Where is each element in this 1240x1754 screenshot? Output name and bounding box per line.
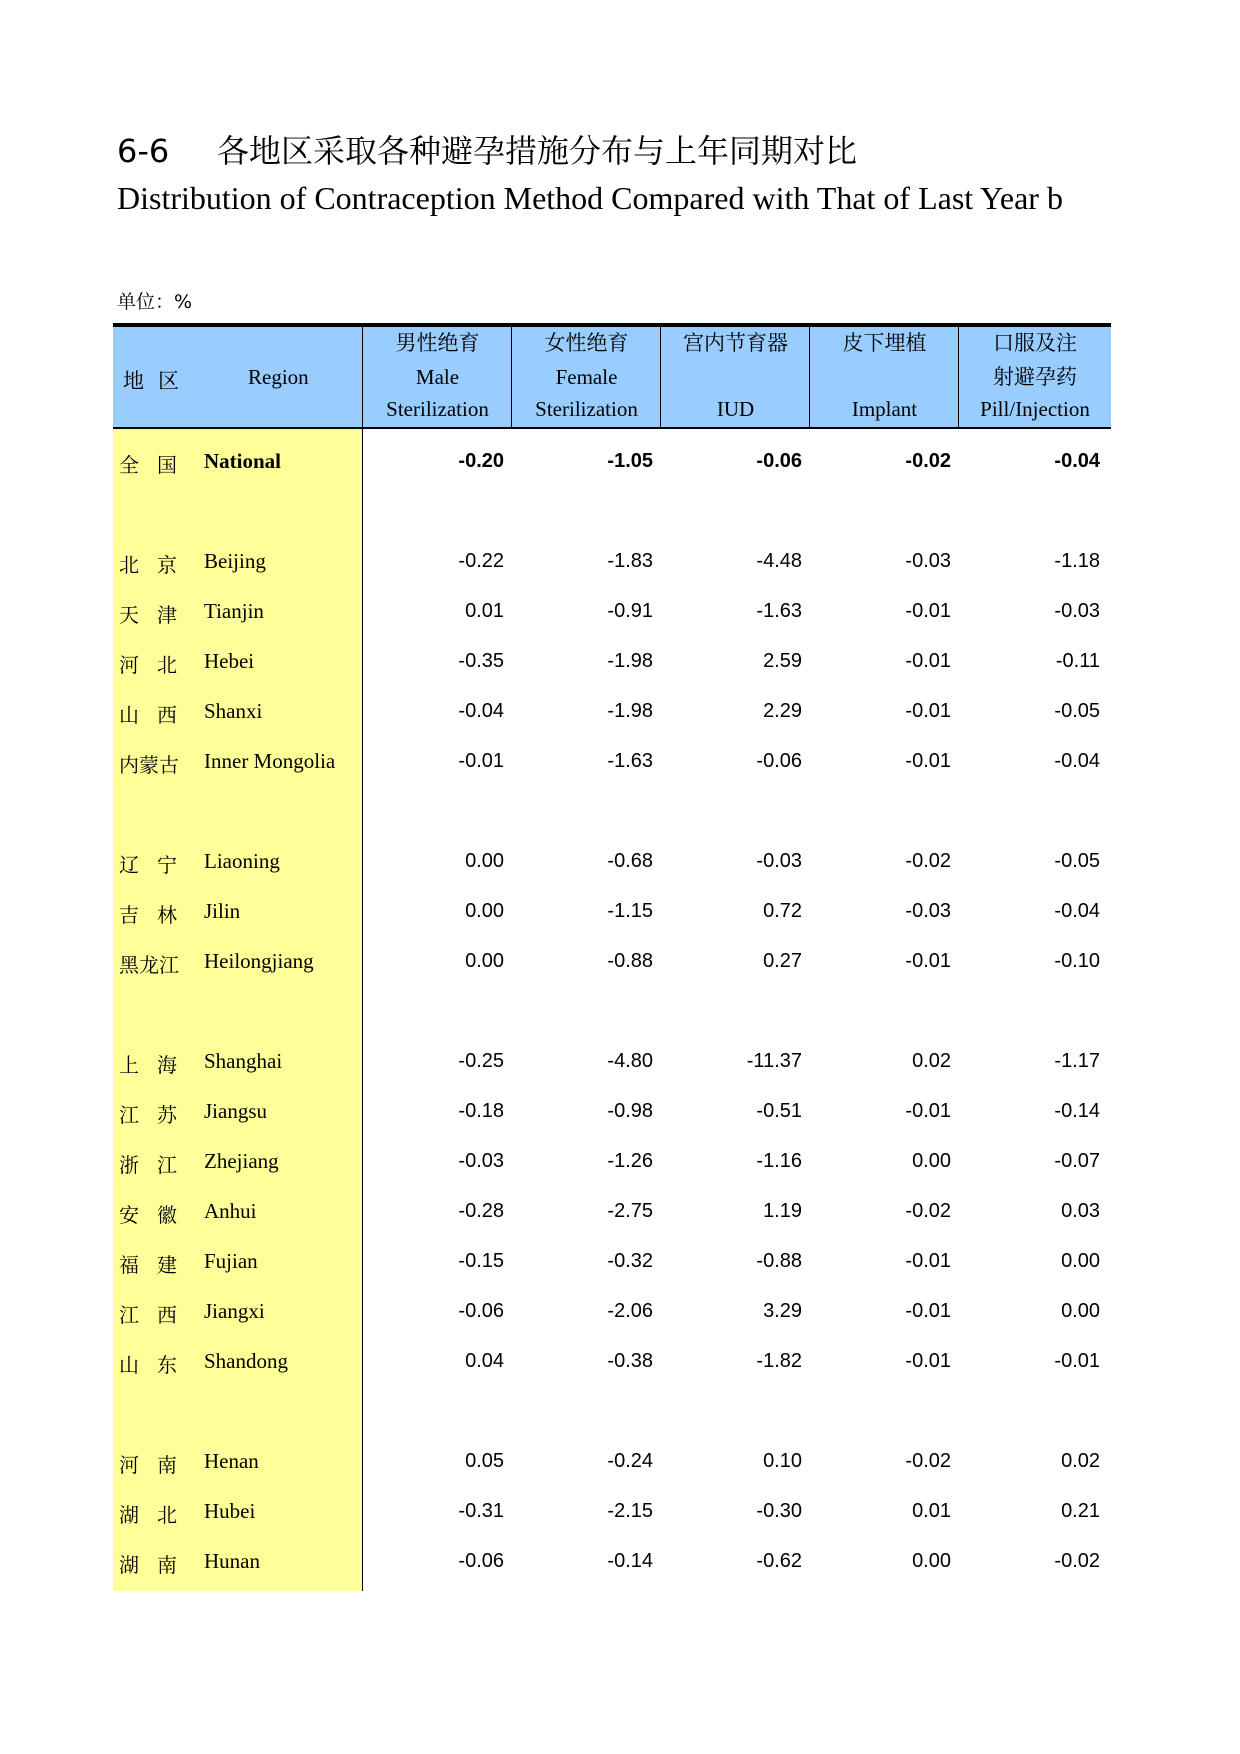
table-header	[113, 323, 1111, 429]
region-en: Inner Mongolia	[204, 749, 336, 773]
value-pill-injection: -0.10	[1054, 950, 1100, 972]
region-en: Jiangsu	[204, 1099, 267, 1123]
table-row	[113, 1541, 1111, 1581]
table-row	[113, 1091, 1111, 1131]
table-row	[113, 891, 1111, 931]
value-pill-injection: -0.04	[1054, 900, 1100, 922]
value-pill-injection: 0.00	[1061, 1250, 1100, 1272]
region-cn: 浙江	[119, 1153, 195, 1177]
header-col-en1: 射避孕药	[993, 365, 1077, 389]
value-female-sterilization: -1.05	[607, 450, 653, 472]
value-male-sterilization: -0.01	[458, 750, 504, 772]
header-col-en2: Pill/Injection	[980, 397, 1090, 421]
table-row	[113, 1441, 1111, 1481]
value-female-sterilization: -4.80	[607, 1050, 653, 1072]
title-cn-text: 各地区采取各种避孕措施分布与上年同期对比	[217, 132, 858, 170]
page-title-cn	[117, 126, 857, 172]
value-implant: -0.02	[905, 450, 951, 472]
region-cn: 福建	[119, 1253, 195, 1277]
region-cn: 全国	[119, 453, 195, 477]
header-col-cn: 男性绝育	[395, 331, 480, 355]
header-male-sterilization	[362, 327, 512, 427]
value-implant: -0.03	[905, 900, 951, 922]
header-implant	[809, 327, 959, 427]
value-pill-injection: -0.07	[1054, 1150, 1100, 1172]
region-cn: 江西	[119, 1303, 195, 1327]
value-implant: -0.01	[905, 750, 951, 772]
region-en: Fujian	[204, 1249, 258, 1273]
value-pill-injection: 0.21	[1061, 1500, 1100, 1522]
value-implant: 0.00	[912, 1150, 951, 1172]
value-implant: -0.01	[905, 650, 951, 672]
region-cn: 黑龙江	[119, 953, 179, 977]
value-female-sterilization: -2.75	[607, 1200, 653, 1222]
table-row	[113, 1291, 1111, 1331]
value-male-sterilization: -0.04	[458, 700, 504, 722]
table-row	[113, 541, 1111, 581]
region-cn: 湖北	[119, 1503, 195, 1527]
header-col-cn: 皮下埋植	[842, 331, 927, 355]
value-male-sterilization: 0.00	[465, 850, 504, 872]
value-iud: 1.19	[763, 1200, 802, 1222]
table-row	[113, 1191, 1111, 1231]
header-iud	[660, 327, 810, 427]
value-implant: -0.02	[905, 1200, 951, 1222]
region-cn: 上海	[119, 1053, 195, 1077]
value-iud: 2.29	[763, 700, 802, 722]
header-col-cn: 宫内节育器	[683, 331, 788, 355]
value-iud: 0.10	[763, 1450, 802, 1472]
value-female-sterilization: -1.63	[607, 750, 653, 772]
region-cn: 山西	[119, 703, 195, 727]
region-cn: 山东	[119, 1353, 195, 1377]
value-female-sterilization: -0.32	[607, 1250, 653, 1272]
value-pill-injection: -0.14	[1054, 1100, 1100, 1122]
header-col-en2: Sterilization	[386, 397, 489, 421]
header-col-en2: Sterilization	[535, 397, 638, 421]
value-iud: 0.27	[763, 950, 802, 972]
value-male-sterilization: -0.06	[458, 1550, 504, 1572]
value-implant: 0.01	[912, 1500, 951, 1522]
value-pill-injection: 0.03	[1061, 1200, 1100, 1222]
table-row	[113, 1341, 1111, 1381]
header-col-cn: 口服及注	[993, 331, 1077, 355]
region-en: Shandong	[204, 1349, 288, 1373]
region-en: Henan	[204, 1449, 259, 1473]
value-iud: -0.62	[756, 1550, 802, 1572]
region-cn: 河北	[119, 653, 195, 677]
value-female-sterilization: -2.15	[607, 1500, 653, 1522]
table-row	[113, 741, 1111, 781]
region-cn: 内蒙古	[119, 753, 179, 777]
value-female-sterilization: -1.83	[607, 550, 653, 572]
header-col-cn: 女性绝育	[544, 331, 629, 355]
region-en: National	[204, 449, 282, 473]
value-pill-injection: -1.18	[1054, 550, 1100, 572]
region-en: Hunan	[204, 1549, 260, 1573]
value-male-sterilization: 0.04	[465, 1350, 504, 1372]
value-pill-injection: -1.17	[1054, 1050, 1100, 1072]
value-male-sterilization: -0.03	[458, 1150, 504, 1172]
value-implant: -0.01	[905, 700, 951, 722]
value-implant: -0.02	[905, 1450, 951, 1472]
table-row	[113, 841, 1111, 881]
value-female-sterilization: -2.06	[607, 1300, 653, 1322]
table-row	[113, 1241, 1111, 1281]
value-implant: 0.00	[912, 1550, 951, 1572]
value-implant: -0.01	[905, 1300, 951, 1322]
region-en: Tianjin	[204, 599, 264, 623]
region-en: Beijing	[204, 549, 266, 573]
table-number: 6-6	[117, 132, 170, 170]
value-male-sterilization: -0.28	[458, 1200, 504, 1222]
table-row	[113, 941, 1111, 981]
value-male-sterilization: 0.01	[465, 600, 504, 622]
value-male-sterilization: -0.35	[458, 650, 504, 672]
table-row	[113, 641, 1111, 681]
header-region	[113, 327, 362, 427]
value-male-sterilization: -0.25	[458, 1050, 504, 1072]
region-en: Hubei	[204, 1499, 256, 1523]
value-iud: -0.51	[756, 1100, 802, 1122]
value-male-sterilization: -0.31	[458, 1500, 504, 1522]
value-female-sterilization: -0.91	[607, 600, 653, 622]
value-iud: -11.37	[746, 1050, 802, 1072]
value-female-sterilization: -1.98	[607, 650, 653, 672]
unit-label: 单位：%	[117, 291, 193, 313]
table-row-national	[113, 441, 1111, 481]
value-female-sterilization: -0.14	[607, 1550, 653, 1572]
region-cn: 湖南	[119, 1553, 195, 1577]
header-pill-injection	[958, 327, 1111, 427]
region-en: Jiangxi	[204, 1299, 265, 1323]
value-female-sterilization: -0.88	[607, 950, 653, 972]
value-female-sterilization: -1.26	[607, 1150, 653, 1172]
region-en: Zhejiang	[204, 1149, 279, 1173]
value-male-sterilization: 0.00	[465, 900, 504, 922]
value-iud: 2.59	[763, 650, 802, 672]
value-iud: -1.63	[756, 600, 802, 622]
value-implant: 0.02	[912, 1050, 951, 1072]
value-iud: -0.30	[756, 1500, 802, 1522]
value-iud: -1.82	[756, 1350, 802, 1372]
value-male-sterilization: 0.05	[465, 1450, 504, 1472]
value-male-sterilization: -0.20	[458, 450, 504, 472]
region-en: Hebei	[204, 649, 255, 673]
table-row	[113, 691, 1111, 731]
value-pill-injection: -0.05	[1054, 700, 1100, 722]
value-implant: -0.03	[905, 550, 951, 572]
header-region-cn: 地区	[123, 369, 193, 393]
value-pill-injection: -0.11	[1055, 650, 1100, 672]
value-pill-injection: -0.02	[1054, 1550, 1100, 1572]
value-female-sterilization: -1.15	[607, 900, 653, 922]
header-col-en1: Male	[415, 365, 460, 389]
value-female-sterilization: -0.38	[607, 1350, 653, 1372]
table-row	[113, 1041, 1111, 1081]
value-male-sterilization: -0.15	[458, 1250, 504, 1272]
value-iud: 0.72	[763, 900, 802, 922]
value-implant: -0.02	[905, 850, 951, 872]
region-en: Jilin	[204, 899, 241, 923]
value-female-sterilization: -0.24	[607, 1450, 653, 1472]
value-implant: -0.01	[905, 1350, 951, 1372]
table-row	[113, 1491, 1111, 1531]
value-pill-injection: 0.02	[1061, 1450, 1100, 1472]
value-iud: -0.06	[756, 450, 802, 472]
value-iud: -4.48	[756, 550, 802, 572]
region-cn: 江苏	[119, 1103, 195, 1127]
header-col-en1: Female	[555, 365, 618, 389]
region-en: Liaoning	[204, 849, 280, 873]
value-pill-injection: -0.04	[1054, 750, 1100, 772]
page-title-en: Distribution of Contraception Method Compared with That of Last Year b	[117, 180, 1063, 216]
value-iud: -1.16	[756, 1150, 802, 1172]
value-iud: -0.03	[756, 850, 802, 872]
value-iud: -0.88	[756, 1250, 802, 1272]
value-implant: -0.01	[905, 1250, 951, 1272]
value-pill-injection: -0.05	[1054, 850, 1100, 872]
region-cn: 安徽	[119, 1203, 195, 1227]
value-pill-injection: 0.00	[1061, 1300, 1100, 1322]
table-row	[113, 591, 1111, 631]
value-female-sterilization: -1.98	[607, 700, 653, 722]
header-col-en2: Implant	[851, 397, 918, 421]
value-pill-injection: -0.01	[1054, 1350, 1100, 1372]
region-cn: 河南	[119, 1453, 195, 1477]
table-row	[113, 1141, 1111, 1181]
value-female-sterilization: -0.98	[607, 1100, 653, 1122]
value-female-sterilization: -0.68	[607, 850, 653, 872]
region-en: Heilongjiang	[204, 949, 314, 973]
value-male-sterilization: -0.06	[458, 1300, 504, 1322]
header-col-en2: IUD	[716, 397, 755, 421]
value-implant: -0.01	[905, 950, 951, 972]
value-implant: -0.01	[905, 1100, 951, 1122]
value-male-sterilization: -0.22	[458, 550, 504, 572]
value-implant: -0.01	[905, 600, 951, 622]
value-pill-injection: -0.03	[1054, 600, 1100, 622]
region-cn: 天津	[119, 603, 195, 627]
value-male-sterilization: -0.18	[458, 1100, 504, 1122]
region-cn: 吉林	[119, 903, 195, 927]
value-pill-injection: -0.04	[1054, 450, 1100, 472]
value-iud: 3.29	[763, 1300, 802, 1322]
value-male-sterilization: 0.00	[465, 950, 504, 972]
region-en: Shanghai	[204, 1049, 283, 1073]
region-cn: 辽宁	[119, 853, 195, 877]
region-cn: 北京	[119, 553, 195, 577]
region-en: Shanxi	[204, 699, 263, 723]
region-en: Anhui	[204, 1199, 257, 1223]
header-region-en: Region	[248, 365, 309, 389]
header-female-sterilization	[511, 327, 661, 427]
value-iud: -0.06	[756, 750, 802, 772]
